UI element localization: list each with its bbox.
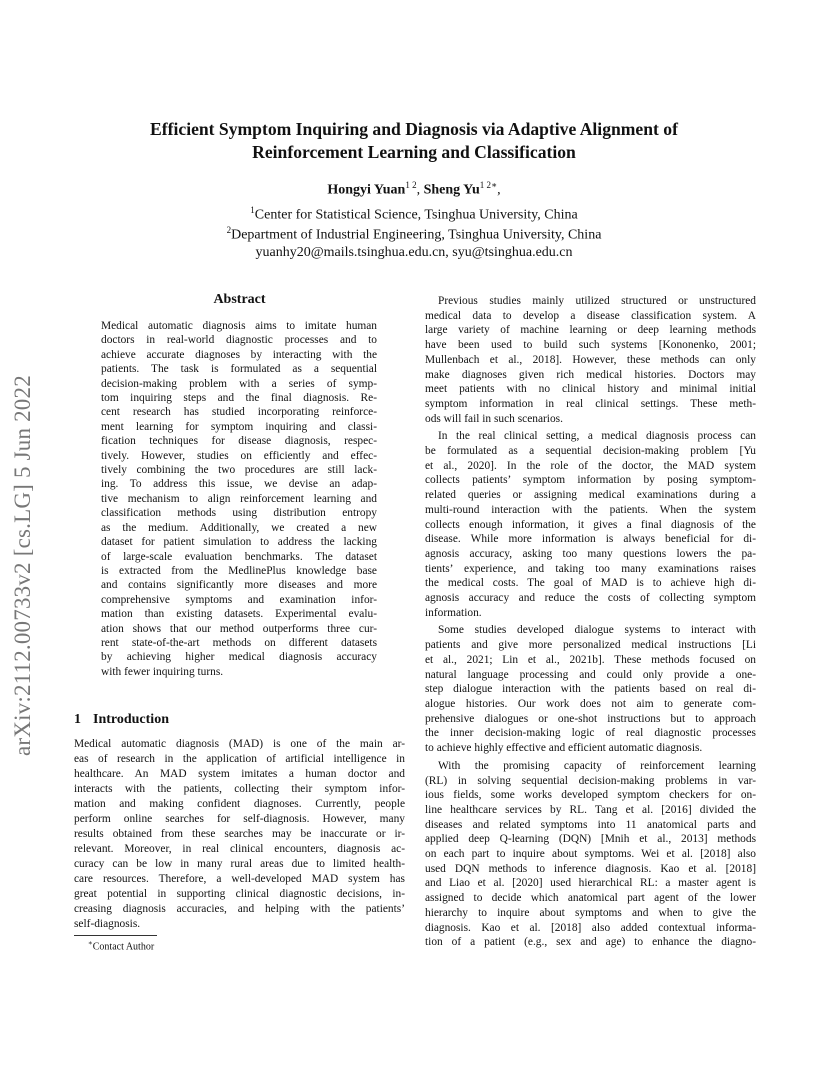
text-line: tive mechanism to align reinforcement learning and [101,492,377,505]
text-line: great potential in supporting clinical diagnostic decisions, in- [74,888,405,900]
text-line: decision-making problem with a series of symp- [101,377,377,390]
text-line: Previous studies mainly utilized structured or unstructured [438,295,756,307]
text-line: by achieving higher medical diagnosis accuracy [101,651,377,664]
text-line: the medical costs. The goal of MAD is to achieve high di- [425,577,756,590]
text-line: alogue histories. Our work does not aim to generate com- [425,697,756,710]
author-list [0,180,828,199]
text-line: the inner decision-making logic of real diagnostic processes [425,727,756,740]
arxiv-identifier: arXiv:2112.00733v2 [cs.LG] 5 Jun 2022 [10,375,35,756]
text-line: with fewer inquiring turns. [101,665,224,678]
affiliation-text: Center for Statistical Science, Tsinghua University, China [254,207,578,223]
text-line: Medical automatic diagnosis (MAD) is one of the main ar- [74,738,405,750]
text-line: patients and give more personalized medical instructions [Li [425,639,756,652]
paragraph [425,623,756,755]
text-line: tively combining the two procedures are still lack- [101,464,377,477]
text-line: curacy can be low in many rural areas due to limited health- [74,858,405,870]
text-line: patients. The task is formulated as a sequential [101,363,377,376]
text-line: medical data to develop a disease classification system. A [425,309,756,322]
text-line: creasing diagnosis accuracies, and helping with the patients’ [74,903,405,915]
text-line: et al., 2021; Lin et al., 2021b]. These methods focused on [425,653,756,666]
text-line: agnosis accuracy, asking too many questions lowers the pa- [425,547,756,560]
author-affiliation-marks: 1 2∗ [479,180,498,190]
section-heading [74,712,169,728]
paragraph [425,759,756,950]
text-line: collects patients’ symptom information by posing symptom- [425,474,756,487]
affiliation-1 [0,205,828,224]
text-line: large variety of machine learning or deep learning methods [425,324,756,337]
text-line: have been used to build such systems [Kononenko, 2001; [425,339,756,352]
text-line: be formulated as a sequential decision-making problem [Yu [425,445,756,458]
affiliation-2 [0,225,828,244]
text-line: With the promising capacity of reinforcement learning [438,759,756,772]
text-line: meet patients with no clinical history and minimal initial [425,383,756,396]
text-line: make diagnoses given rich medical histories. Doctors may [425,368,756,381]
author-name: Sheng Yu [423,182,480,198]
text-line: comprehensive symptoms and examination infor- [101,593,377,606]
text-line: interacts with the patients, collecting their symptom infor- [74,783,405,795]
text-line: diagnosis. Kao et al. [2018] also added contextual informa- [425,921,756,934]
text-line: multi-round interaction with the patients. When the system [425,503,756,516]
text-line: tom inquiring steps and the final diagnosis. Re- [101,392,377,405]
abstract-heading: Abstract [213,292,266,307]
paper-title [90,118,738,164]
text-line: prehensive dialogues or one-shot instructions but to approach [425,712,756,725]
text-line: agnosis accuracy and reduce the costs of collecting symptom [425,592,756,605]
text-line: perform online searches for self-diagnosis. However, many [74,813,405,825]
text-line: classification methods using distribution entropy [101,507,377,520]
author-name: Hongyi Yuan [327,182,406,198]
text-line: assigned to decide which anatomical part agent of the lower [425,892,756,905]
paragraph [425,294,756,426]
text-line: fication techniques for disease diagnosis, respec- [101,435,377,448]
text-line: tients’ experience, and taking too many examinations raises [425,562,756,575]
text-line: achieve accurate diagnoses by interacting with the [101,348,377,361]
text-line: (RL) in solving sequential decision-making problems in var- [425,774,756,787]
text-line: healthcare. An MAD system imitates a human doctor and [74,768,405,780]
author-affiliation-marks: 1 2 [405,180,417,190]
affiliation-mark: 2 [226,225,232,235]
text-line: related queries or assigning medical examinations during a [425,489,756,502]
text-line: care resources. Therefore, a well-developed MAD system has [74,873,405,885]
text-line: information. [425,606,482,619]
text-line: hierarchy to inquire about symptoms and when to give the [425,906,756,919]
title-line: Reinforcement Learning and Classification [252,142,576,162]
text-line: Mullenbach et al., 2018]. However, these methods can only [425,353,756,366]
footnote [88,939,154,952]
text-line: step dialogue interaction with the patients based on real di- [425,683,756,696]
author-emails: yuanhy20@mails.tsinghua.edu.cn, syu@tsinghua.edu.cn [255,245,573,260]
text-line: of large-scale evaluation benchmarks. The dataset [101,550,377,563]
title-line: Efficient Symptom Inquiring and Diagnosis via Adaptive Alignment of [150,119,678,139]
text-line: relevant. Moreover, in real clinical encounters, diagnosis ac- [74,843,405,855]
footnote-rule [74,935,157,936]
text-line: and Liao et al. [2020] used hierarchical RL: a master agent is [425,877,756,890]
paragraph [425,429,756,620]
text-line: results obtained from these searches may be inaccurate or ir- [74,828,405,840]
text-line: ation shows that our method outperforms three cur- [101,622,377,635]
text-line: on each part to inquire about symptoms. Wei et al. [2018] also [425,848,756,861]
text-line: symptom information in real clinical settings. These meth- [425,397,756,410]
author-separator: , [416,182,421,198]
text-line: natural language processing and could only provide a one- [425,668,756,681]
section-number: 1 [74,712,81,727]
text-line: collects enough information, it gives a final diagnosis of the [425,518,756,531]
text-line: dataset for patient simulation to address the lacking [101,536,377,549]
footnote-mark: ∗ [88,939,93,947]
affiliation-text: Department of Industrial Engineering, Tsinghua University, China [231,227,602,243]
footnote-text: Contact Author [92,941,155,953]
text-line: disease. While more information is always beneficial for di- [425,533,756,546]
text-line: ing. To address this issue, we devise an adap- [101,478,377,491]
text-line: self-diagnosis. [74,918,141,930]
text-line: mation than existing datasets. Experimental evalu- [101,608,377,621]
text-line: tion of a patient (e.g., sex and age) to enhance the diagno- [425,936,756,949]
text-line: is extracted from the MedlinePlus knowledge base [101,564,377,577]
text-line: mation and making confident diagnoses. Currently, people [74,798,405,810]
text-line: Some studies developed dialogue systems to interact with [438,624,756,637]
text-line: to achieve highly effective and efficient automatic diagnosis. [425,742,703,755]
text-line: applied deep Q-learning (DQN) [Mnih et al., 2013] methods [425,833,756,846]
text-line: ment learning for symptom inquiring and classi- [101,420,377,433]
text-line: et al., 2020]. In the role of the doctor, the MAD system [425,459,756,472]
text-line: ods will fail in such scenarios. [425,412,563,425]
abstract-body [101,319,377,679]
text-line: used DQN methods to inference diagnosis. Kao et al. [2018] [425,862,756,875]
section-title: Introduction [93,712,169,727]
text-line: In the real clinical setting, a medical diagnosis process can [438,430,756,443]
text-line: line healthcare services by RL. Tang et al. [2016] divided the [425,803,756,816]
text-line: ious fields, some works developed symptom checkers for on- [425,789,756,802]
text-line: cent research has studied incorporating reinforce- [101,406,377,419]
text-line: doctors in real-world diagnostic processes and to [101,334,377,347]
intro-left-column [74,737,405,932]
text-line: eas of research in the application of artificial intelligence in [74,753,405,765]
affiliation-mark: 1 [250,205,255,215]
text-line: tively. However, studies on efficiently and effec- [101,449,377,462]
author-separator: , [497,182,501,198]
text-line: and contains significantly more diseases and more [101,579,377,592]
text-line: as the medium. Additionally, we created a new [101,521,377,534]
text-line: rent state-of-the-art methods on different datasets [101,636,377,649]
right-column [425,294,756,950]
text-line: diseases and related symptoms into 11 anatomical parts and [425,818,756,831]
text-line: Medical automatic diagnosis aims to imitate human [101,320,377,332]
